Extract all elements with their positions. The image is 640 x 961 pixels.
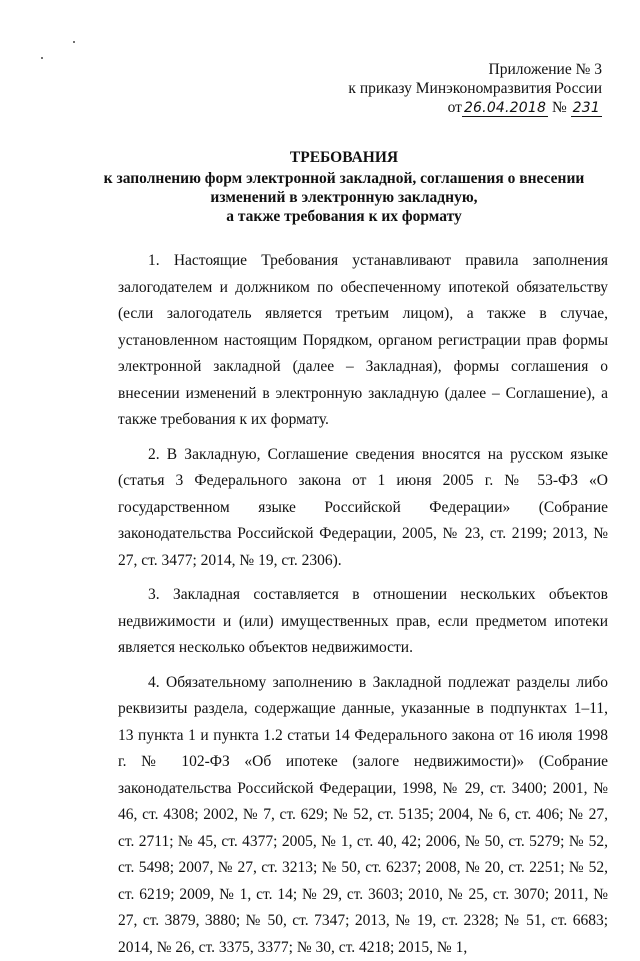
date-prefix: от (448, 99, 462, 116)
document-subtitle-line-3: а также требования к их формату (60, 207, 628, 226)
appendix-date-number-line (348, 98, 602, 117)
document-subtitle-line-2: изменений в электронную закладную, (60, 188, 628, 207)
document-title: ТРЕБОВАНИЯ (60, 148, 628, 167)
scan-speck (73, 41, 75, 43)
document-subtitle-line-1: к заполнению форм электронной закладной, соглашения о внесении (60, 169, 628, 188)
paragraph-2: 2. В Закладную, Соглашение сведения вносятся на русском языке (статья 3 Федерального закона от 1 июня 2005 г. № 53-ФЗ «О государственном языке Российской Федерации» (Собрание законодательства Российской Федерации, 2005, № 23, ст. 2199; 2013, № 27, ст. 3477; 2014, № 19, ст. 2306). (118, 442, 608, 575)
paragraph-4: 4. Обязательному заполнению в Закладной подлежат разделы либо реквизиты раздела, содержащие данные, указанные в подпунктах 1–11, 13 пункта 1 и пункта 1.2 статьи 14 Федерального закона от 16 июля 1998 г. № 102-ФЗ «Об ипотеке (залоге недвижимости)» (Собрание законодательства Российской Федерации, 1998, № 29, ст. 3400; 2001, № 46, ст. 4308; 2002, № 7, ст. 629; № 52, ст. 5135; 2004, № 6, ст. 406; № 27, ст. 2711; № 45, ст. 4377; 2005, № 1, ст. 40, 42; 2006, № 50, ст. 5279; № 52, ст. 5498; 2007, № 27, ст. 3213; № 50, ст. 6237; 2008, № 20, ст. 2251; № 52, ст. 6219; 2009, № 1, ст. 14; № 29, ст. 3603; 2010, № 25, ст. 3070; 2011, № 27, ст. 3879, 3880; № 50, ст. 7347; 2013, № 19, ст. 2328; № 51, ст. 6683; 2014, № 26, ст. 3375, 3377; № 30, ст. 4218; 2015, № 1, (118, 670, 608, 961)
document-title-block (60, 148, 628, 226)
scan-speck (41, 57, 43, 59)
paragraph-3: 3. Закладная составляется в отношении нескольких объектов недвижимости и (или) имущественных прав, если предметом ипотеки является несколько объектов недвижимости. (118, 582, 608, 662)
number-prefix: № (552, 99, 567, 116)
appendix-number: Приложение № 3 (348, 60, 602, 79)
appendix-order-reference: к приказу Минэкономразвития России (348, 79, 602, 98)
handwritten-date: 26.04.2018 (462, 100, 548, 117)
appendix-header (348, 60, 602, 117)
handwritten-number: 231 (571, 100, 602, 117)
document-body (118, 248, 608, 961)
paragraph-1: 1. Настоящие Требования устанавливают правила заполнения залогодателем и должником по обеспеченному ипотекой обязательству (если залогодатель является третьим лицом), а также в случае, установленном настоящим Порядком, органом регистрации прав формы электронной закладной (далее – Закладная), формы соглашения о внесении изменений в электронную закладную (далее – Соглашение), а также требования к их формату. (118, 248, 608, 434)
